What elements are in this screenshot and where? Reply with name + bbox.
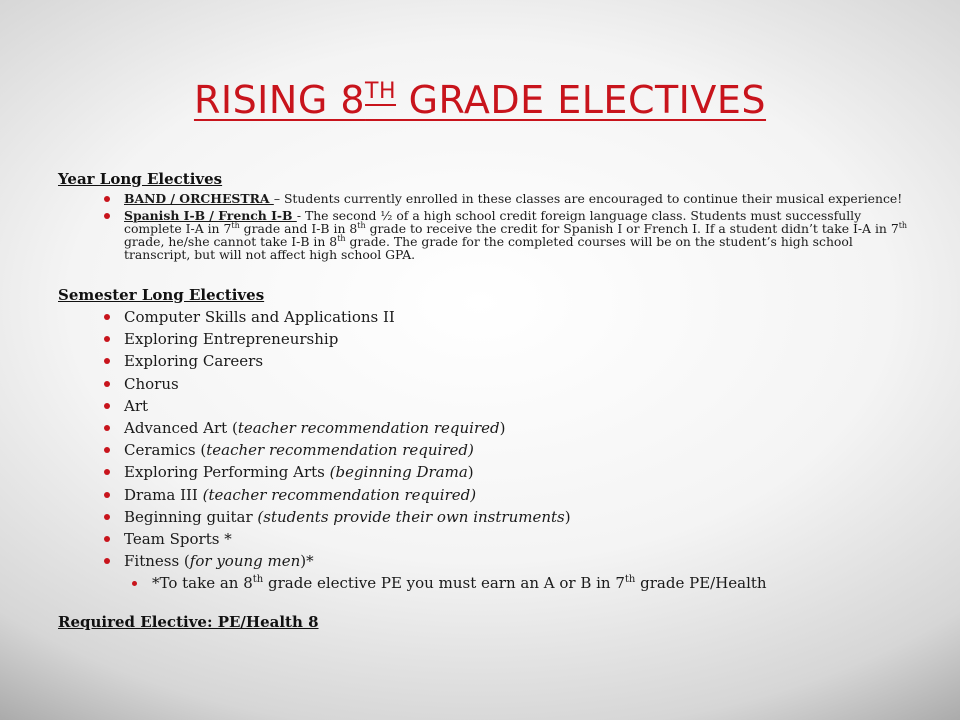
slide-content [58, 170, 908, 631]
slide-title: RISING 8TH GRADE ELECTIVES [193, 78, 767, 122]
list-item: Team Sports * [124, 529, 908, 549]
list-item: Advanced Art (teacher recommendation required) [124, 418, 908, 438]
list-item: Beginning guitar (students provide their own instruments) [124, 507, 908, 527]
pe-requirement-note: *To take an 8th grade elective PE you must earn an A or B in 7th grade PE/Health [152, 573, 908, 593]
year-long-list [58, 192, 908, 261]
spanish-french-item: Spanish I-B / French I-B - The second ½ of a high school credit foreign language class. Students must successfully complete I-A in 7th grade and I-B in 8th grade to receive the credit for Spanish I or French I. If a student didn’t take I-A in 7th grade, he/she cannot take I-B in 8th grade. The grade for the completed courses will be on the student’s high school transcript, but will not affect high school GPA. [124, 208, 908, 262]
year-long-heading: Year Long Electives [58, 170, 223, 188]
required-elective: Required Elective: PE/Health 8 [58, 613, 319, 632]
semester-list [58, 307, 908, 593]
band-orchestra-item: BAND / ORCHESTRA – Students currently enrolled in these classes are encouraged to continue their musical experience! [124, 192, 908, 205]
semester-long-heading: Semester Long Electives [58, 286, 265, 304]
list-item: Ceramics (teacher recommendation required) [124, 440, 908, 460]
list-item: Art [124, 396, 908, 416]
list-item: Fitness (for young men)* [124, 551, 908, 571]
list-item: Exploring Performing Arts (beginning Drama) [124, 462, 908, 482]
list-item: Drama III (teacher recommendation required) [124, 485, 908, 505]
list-item: Computer Skills and Applications II [124, 307, 908, 327]
title-superscript: TH [365, 79, 397, 104]
list-item: Exploring Entrepreneurship [124, 329, 908, 349]
list-item: Exploring Careers [124, 351, 908, 371]
list-item: Chorus [124, 374, 908, 394]
